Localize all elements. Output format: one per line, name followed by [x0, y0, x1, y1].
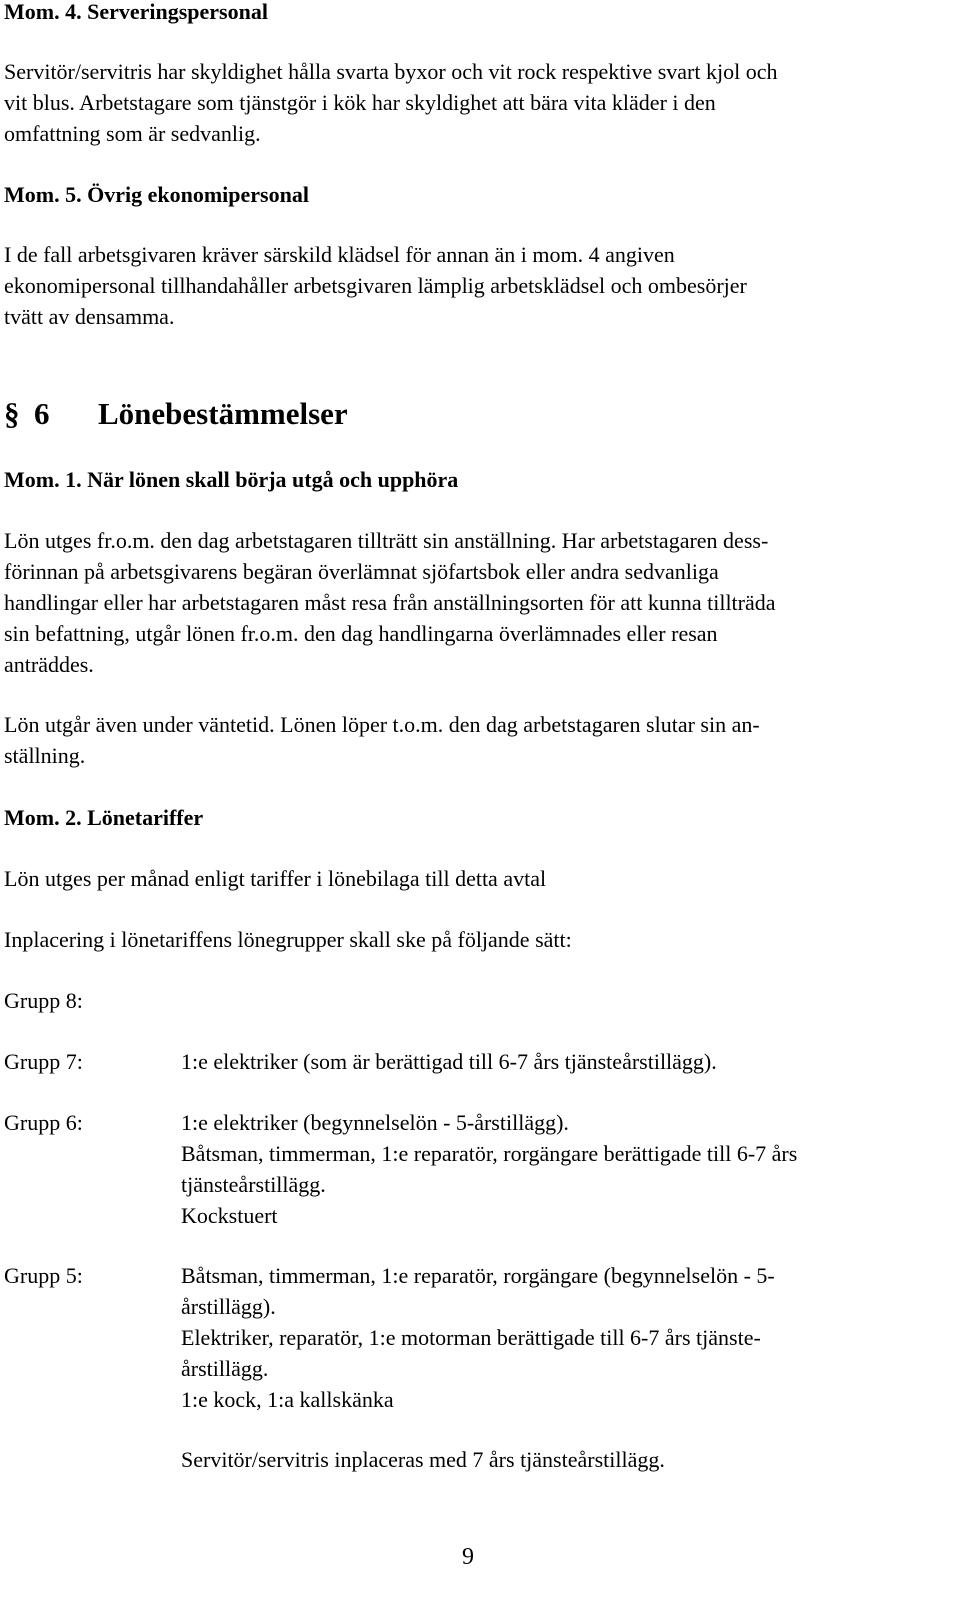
mom4-heading: Mom. 4. Serveringspersonal — [4, 0, 268, 24]
group-footnote — [181, 1444, 921, 1475]
mom4-paragraph — [4, 56, 944, 149]
group-line: 1:e kock, 1:a kallskänka — [181, 1387, 394, 1412]
page-number: 9 — [462, 1544, 474, 1570]
group-line: tjänsteårstillägg. — [181, 1172, 326, 1197]
mom1-line: sin befattning, utgår lönen fr.o.m. den dag handlingarna överlämnades eller resan — [4, 621, 718, 646]
section-number: 6 — [34, 396, 50, 431]
group-description — [181, 1107, 921, 1231]
group-line: Båtsman, timmerman, 1:e reparatör, rorgängare (begynnelselön - 5- — [181, 1263, 775, 1288]
group-line: 1:e elektriker (som är berättigad till 6-7 års tjänsteårstillägg). — [181, 1049, 717, 1074]
mom2-placement — [4, 924, 944, 955]
group-footnote-text: Servitör/servitris inplaceras med 7 års tjänsteårstillägg. — [181, 1447, 665, 1472]
section-6-title — [4, 394, 348, 434]
mom1-line: handlingar eller har arbetstagaren måst resa från anställningsorten för att kunna tillträda — [4, 590, 776, 615]
group-line: 1:e elektriker (begynnelselön - 5-årstillägg). — [181, 1110, 569, 1135]
mom4-line: omfattning som är sedvanlig. — [4, 121, 261, 146]
mom1-paragraph-1 — [4, 525, 944, 680]
group-description — [181, 1046, 921, 1077]
group-label: Grupp 6: — [4, 1110, 83, 1135]
mom2-intro-text: Lön utges per månad enligt tariffer i lönebilaga till detta avtal — [4, 866, 547, 891]
mom2-placement-text: Inplacering i lönetariffens lönegrupper skall ske på följande sätt: — [4, 927, 572, 952]
mom1-paragraph-2 — [4, 709, 944, 771]
group-description — [181, 1260, 921, 1415]
group-label: Grupp 8: — [4, 988, 83, 1013]
group-label: Grupp 7: — [4, 1049, 83, 1074]
group-label: Grupp 5: — [4, 1263, 83, 1288]
mom2-intro — [4, 863, 944, 894]
mom1-line: förinnan på arbetsgivarens begäran överlämnat sjöfartsbok eller andra sedvanliga — [4, 559, 719, 584]
group-line: årstillägg). — [181, 1294, 276, 1319]
mom5-heading: Mom. 5. Övrig ekonomipersonal — [4, 182, 309, 207]
mom5-paragraph — [4, 239, 944, 332]
group-line: Kockstuert — [181, 1203, 278, 1228]
mom1-line: Lön utges fr.o.m. den dag arbetstagaren tillträtt sin anställning. Har arbetstagaren dess- — [4, 528, 769, 553]
mom2-heading: Mom. 2. Lönetariffer — [4, 805, 204, 830]
mom1-line: ställning. — [4, 743, 86, 768]
mom5-line: I de fall arbetsgivaren kräver särskild klädsel för annan än i mom. 4 angiven — [4, 242, 675, 267]
mom1-line: Lön utgår även under väntetid. Lönen löper t.o.m. den dag arbetstagaren slutar sin an- — [4, 712, 760, 737]
mom1-heading: Mom. 1. När lönen skall börja utgå och upphöra — [4, 467, 459, 492]
mom5-line: ekonomipersonal tillhandahåller arbetsgivaren lämplig arbetsklädsel och ombesörjer — [4, 273, 747, 298]
section-title-text: Lönebestämmelser — [98, 396, 348, 431]
mom4-line: Servitör/servitris har skyldighet hålla svarta byxor och vit rock respektive svart kjol och — [4, 59, 778, 84]
group-line: Elektriker, reparatör, 1:e motorman berättigade till 6-7 års tjänste- — [181, 1325, 761, 1350]
section-symbol: § — [4, 396, 20, 431]
group-line: årstillägg. — [181, 1356, 269, 1381]
mom1-line: anträddes. — [4, 652, 94, 677]
mom4-line: vit blus. Arbetstagare som tjänstgör i kök har skyldighet att bära vita kläder i den — [4, 90, 716, 115]
mom5-line: tvätt av densamma. — [4, 304, 175, 329]
group-line: Båtsman, timmerman, 1:e reparatör, rorgängare berättigade till 6-7 års — [181, 1141, 798, 1166]
